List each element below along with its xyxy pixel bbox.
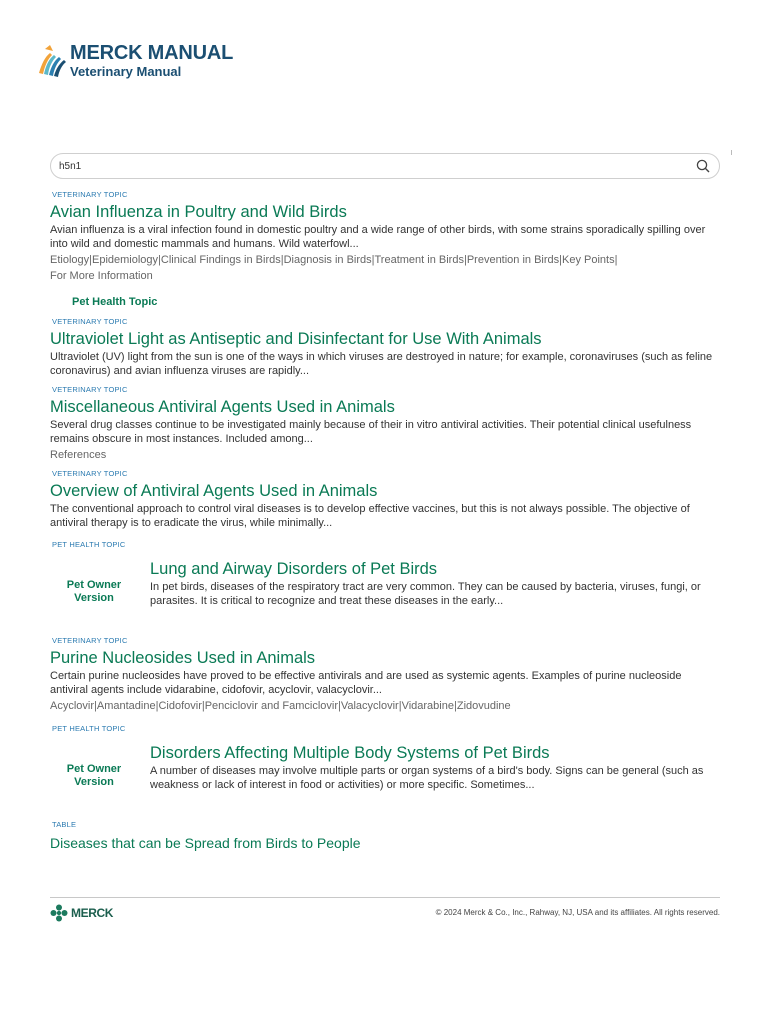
section-link[interactable]: Prevention in Birds (466, 254, 560, 266)
result-kind: TABLE (52, 820, 77, 829)
result-item (50, 317, 720, 378)
result-description: A number of diseases may involve multiple parts or organ systems of a bird's body. Signs can be general (such as weakness or lack of interest in food or activities) or more specific. Sometimes... (150, 765, 704, 791)
section-link[interactable]: Epidemiology (92, 254, 159, 266)
section-link[interactable]: Acyclovir (50, 700, 95, 712)
section-link[interactable]: Diagnosis in Birds (283, 254, 372, 266)
result-item (50, 636, 720, 714)
result-description: Several drug classes continue to be investigated mainly because of their in vitro antiviral activities. Their potential clinical usefulness remains obscure in most instances. Included among... (50, 419, 692, 445)
edge-mark (731, 150, 732, 155)
result-item (50, 469, 720, 530)
brand-title: MERCK MANUAL (70, 41, 234, 64)
brand[interactable] (70, 43, 233, 78)
merck-logo-icon (50, 904, 68, 922)
section-link[interactable]: Key Points (562, 254, 615, 266)
section-link[interactable]: Etiology (50, 254, 90, 266)
search-input[interactable] (59, 161, 695, 172)
result-title[interactable]: Disorders Affecting Multiple Body Systems of Pet Birds (150, 744, 550, 762)
merck-manual-logo-icon[interactable] (36, 43, 68, 77)
result-title[interactable]: Ultraviolet Light as Antiseptic and Disinfectant for Use With Animals (50, 330, 542, 348)
result-title[interactable]: Avian Influenza in Poultry and Wild Birds (50, 203, 347, 221)
section-link[interactable]: Clinical Findings in Birds (160, 254, 281, 266)
result-section-links: Acyclovir|Amantadine|Cidofovir|Penciclovir and Famciclovir|Valacyclovir|Vidarabine|Zidovudine (50, 700, 511, 712)
result-title[interactable]: Diseases that can be Spread from Birds to People (50, 835, 361, 851)
section-link[interactable]: Treatment in Birds (374, 254, 464, 266)
brand-subtitle: Veterinary Manual (70, 63, 182, 79)
result-description: In pet birds, diseases of the respiratory tract are very common. They can be caused by bacteria, viruses, fungi, or parasites. It is critical to recognize and treat these diseases in the early... (150, 581, 701, 607)
result-content (150, 743, 720, 792)
result-content (150, 559, 720, 608)
result-title[interactable]: Purine Nucleosides Used in Animals (50, 649, 316, 667)
section-link[interactable]: Amantadine (96, 700, 156, 712)
result-description: The conventional approach to control viral diseases is to develop effective vaccines, but this is not always possible. The objective of antiviral therapy is to eradicate the virus, while minimally... (50, 503, 690, 529)
pet-owner-version-badge[interactable]: Pet Owner Version (66, 579, 122, 604)
section-link[interactable]: For More Information (50, 270, 153, 282)
result-kind: PET HEALTH TOPIC (52, 724, 126, 733)
result-item (50, 385, 720, 463)
pet-health-topic-link[interactable]: Pet Health Topic (72, 296, 158, 308)
result-kind: PET HEALTH TOPIC (52, 540, 126, 549)
section-link[interactable]: Zidovudine (456, 700, 511, 712)
result-section-links: Etiology|Epidemiology|Clinical Findings in Birds|Diagnosis in Birds|Treatment in Birds|Prevention in Birds|Key Points| For More Information (50, 254, 618, 282)
result-kind: VETERINARY TOPIC (52, 190, 128, 199)
result-section-links (50, 447, 720, 463)
copyright-text: © 2024 Merck & Co., Inc., Rahway, NJ, USA and its affiliates. All rights reserved. (435, 908, 720, 917)
merck-logo[interactable] (50, 904, 113, 922)
result-description: Certain purine nucleosides have proved to be effective antivirals and are used as systemic agents. Examples of purine nucleoside antiviral agents include vidarabine, cidofovir, acyclovir, valacyclovir... (50, 670, 682, 696)
site-header (36, 40, 233, 80)
result-item (50, 540, 720, 608)
section-link[interactable]: Cidofovir (158, 700, 202, 712)
result-description: Ultraviolet (UV) light from the sun is one of the ways in which viruses are destroyed in nature; for example, coronaviruses (such as feline coronavirus) and avian influenza viruses are rapidly... (50, 351, 713, 377)
section-link[interactable]: References (50, 449, 107, 461)
section-link[interactable]: Penciclovir and Famciclovir (204, 700, 338, 712)
merck-logo-text: MERCK (71, 905, 113, 920)
result-kind: VETERINARY TOPIC (52, 469, 128, 478)
pet-owner-result (50, 743, 720, 792)
result-item (50, 190, 720, 308)
result-title[interactable]: Overview of Antiviral Agents Used in Animals (50, 482, 378, 500)
result-kind: VETERINARY TOPIC (52, 317, 128, 326)
result-item (50, 724, 720, 792)
pet-owner-version-badge[interactable]: Pet Owner Version (66, 763, 122, 788)
search-bar (50, 153, 720, 179)
search-icon[interactable] (695, 158, 711, 174)
pet-owner-result (50, 559, 720, 608)
result-title[interactable]: Lung and Airway Disorders of Pet Birds (150, 560, 438, 578)
result-description: Avian influenza is a viral infection found in domestic poultry and a wide range of other birds, with some strains sporadically spilling over into wild and domestic mammals and humans. Wild waterfowl... (50, 224, 706, 250)
result-kind: VETERINARY TOPIC (52, 636, 128, 645)
result-item (50, 820, 720, 851)
site-footer (50, 897, 720, 923)
result-kind: VETERINARY TOPIC (52, 385, 128, 394)
result-title[interactable]: Miscellaneous Antiviral Agents Used in Animals (50, 398, 395, 416)
section-link[interactable]: Vidarabine (401, 700, 454, 712)
section-link[interactable]: Valacyclovir (340, 700, 399, 712)
